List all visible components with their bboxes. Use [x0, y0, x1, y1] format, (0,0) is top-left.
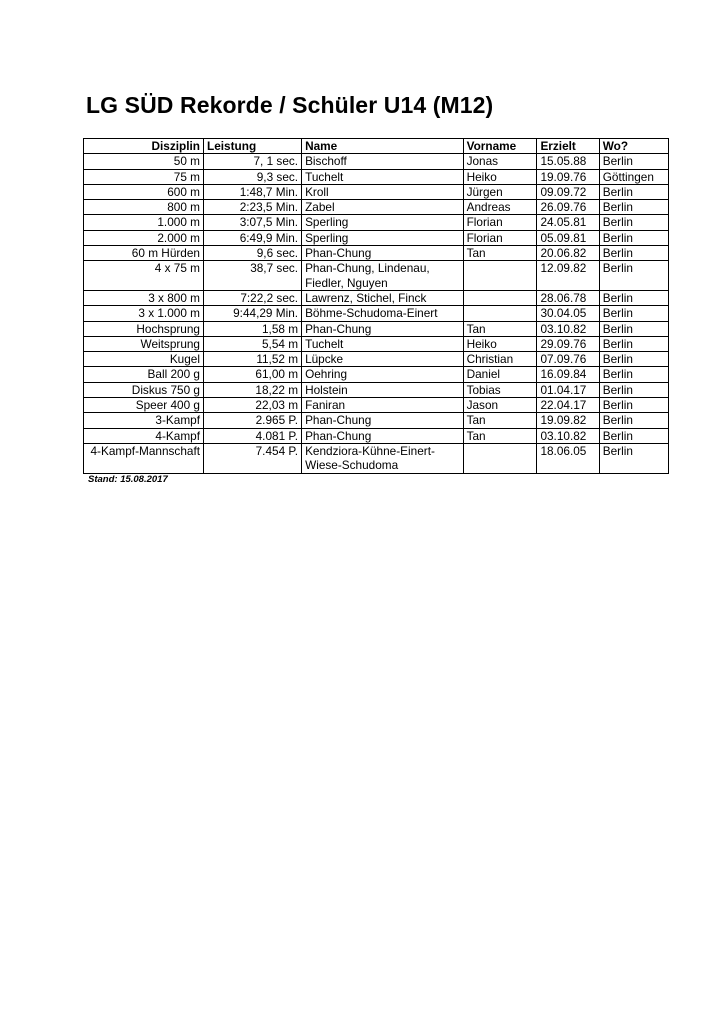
- cell-disziplin: 3-Kampf: [84, 413, 204, 428]
- cell-disziplin: Weitsprung: [84, 336, 204, 351]
- column-header-name: Name: [302, 139, 464, 154]
- cell-leistung: 7.454 P.: [204, 443, 302, 473]
- cell-vorname: Christian: [463, 352, 537, 367]
- cell-vorname: Heiko: [463, 169, 537, 184]
- cell-wo: Berlin: [599, 184, 668, 199]
- table-row: [84, 382, 669, 397]
- cell-name: Phan-Chung: [302, 321, 464, 336]
- cell-disziplin: Hochsprung: [84, 321, 204, 336]
- cell-vorname: [463, 443, 537, 473]
- cell-erzielt: 12.09.82: [537, 261, 599, 291]
- cell-vorname: Florian: [463, 215, 537, 230]
- table-row: [84, 428, 669, 443]
- cell-disziplin: Speer 400 g: [84, 398, 204, 413]
- stand-date: Stand: 15.08.2017: [88, 474, 168, 485]
- cell-name: Oehring: [302, 367, 464, 382]
- cell-leistung: 2:23,5 Min.: [204, 200, 302, 215]
- column-header-disziplin: Disziplin: [84, 139, 204, 154]
- cell-erzielt: 01.04.17: [537, 382, 599, 397]
- cell-erzielt: 05.09.81: [537, 230, 599, 245]
- cell-disziplin: 2.000 m: [84, 230, 204, 245]
- cell-vorname: Florian: [463, 230, 537, 245]
- cell-name: Bischoff: [302, 154, 464, 169]
- page-title: LG SÜD Rekorde / Schüler U14 (M12): [86, 92, 494, 118]
- cell-name: Tuchelt: [302, 336, 464, 351]
- cell-disziplin: 3 x 1.000 m: [84, 306, 204, 321]
- cell-name: Sperling: [302, 230, 464, 245]
- table-row: [84, 169, 669, 184]
- table-row: [84, 290, 669, 305]
- cell-vorname: Jonas: [463, 154, 537, 169]
- cell-leistung: 6:49,9 Min.: [204, 230, 302, 245]
- table-header-row: [84, 139, 669, 154]
- cell-disziplin: 50 m: [84, 154, 204, 169]
- cell-vorname: Jürgen: [463, 184, 537, 199]
- cell-leistung: 9,3 sec.: [204, 169, 302, 184]
- cell-erzielt: 22.04.17: [537, 398, 599, 413]
- cell-name: Kroll: [302, 184, 464, 199]
- cell-leistung: 11,52 m: [204, 352, 302, 367]
- cell-vorname: Tan: [463, 413, 537, 428]
- column-header-erzielt: Erzielt: [537, 139, 599, 154]
- cell-leistung: 2.965 P.: [204, 413, 302, 428]
- cell-disziplin: Ball 200 g: [84, 367, 204, 382]
- cell-name: Faniran: [302, 398, 464, 413]
- cell-vorname: [463, 261, 537, 291]
- cell-leistung: 38,7 sec.: [204, 261, 302, 291]
- cell-disziplin: 800 m: [84, 200, 204, 215]
- cell-erzielt: 24.05.81: [537, 215, 599, 230]
- cell-erzielt: 03.10.82: [537, 428, 599, 443]
- table-row: [84, 246, 669, 261]
- cell-erzielt: 03.10.82: [537, 321, 599, 336]
- column-header-wo: Wo?: [599, 139, 668, 154]
- cell-leistung: 7:22,2 sec.: [204, 290, 302, 305]
- column-header-vorname: Vorname: [463, 139, 537, 154]
- cell-wo: Göttingen: [599, 169, 668, 184]
- cell-leistung: 22,03 m: [204, 398, 302, 413]
- cell-name: Lüpcke: [302, 352, 464, 367]
- cell-wo: Berlin: [599, 246, 668, 261]
- cell-name: Böhme-Schudoma-Einert: [302, 306, 464, 321]
- cell-wo: Berlin: [599, 230, 668, 245]
- cell-vorname: Jason: [463, 398, 537, 413]
- cell-leistung: 5,54 m: [204, 336, 302, 351]
- cell-vorname: Tan: [463, 321, 537, 336]
- cell-wo: Berlin: [599, 367, 668, 382]
- cell-erzielt: 09.09.72: [537, 184, 599, 199]
- cell-disziplin: 1.000 m: [84, 215, 204, 230]
- cell-leistung: 4.081 P.: [204, 428, 302, 443]
- table-row: [84, 200, 669, 215]
- cell-name: Lawrenz, Stichel, Finck: [302, 290, 464, 305]
- table-row: [84, 321, 669, 336]
- cell-erzielt: 26.09.76: [537, 200, 599, 215]
- cell-disziplin: 60 m Hürden: [84, 246, 204, 261]
- cell-disziplin: 4 x 75 m: [84, 261, 204, 291]
- table-row: [84, 230, 669, 245]
- cell-leistung: 7, 1 sec.: [204, 154, 302, 169]
- cell-erzielt: 30.04.05: [537, 306, 599, 321]
- cell-wo: Berlin: [599, 443, 668, 473]
- cell-leistung: 61,00 m: [204, 367, 302, 382]
- table-row: [84, 336, 669, 351]
- cell-vorname: Tan: [463, 428, 537, 443]
- cell-wo: Berlin: [599, 154, 668, 169]
- column-header-leistung: Leistung: [204, 139, 302, 154]
- cell-leistung: 3:07,5 Min.: [204, 215, 302, 230]
- table-row: [84, 215, 669, 230]
- cell-vorname: Tan: [463, 246, 537, 261]
- cell-name: Holstein: [302, 382, 464, 397]
- cell-disziplin: 4-Kampf: [84, 428, 204, 443]
- cell-vorname: Daniel: [463, 367, 537, 382]
- cell-name: Phan-Chung: [302, 246, 464, 261]
- table-row: [84, 367, 669, 382]
- table-row: [84, 443, 669, 473]
- table-row: [84, 261, 669, 291]
- cell-name: Sperling: [302, 215, 464, 230]
- cell-leistung: 18,22 m: [204, 382, 302, 397]
- cell-leistung: 9:44,29 Min.: [204, 306, 302, 321]
- cell-disziplin: Diskus 750 g: [84, 382, 204, 397]
- cell-name: Phan-Chung, Lindenau, Fiedler, Nguyen: [302, 261, 464, 291]
- cell-vorname: [463, 290, 537, 305]
- cell-erzielt: 19.09.82: [537, 413, 599, 428]
- cell-erzielt: 07.09.76: [537, 352, 599, 367]
- cell-erzielt: 19.09.76: [537, 169, 599, 184]
- cell-disziplin: 600 m: [84, 184, 204, 199]
- cell-wo: Berlin: [599, 428, 668, 443]
- cell-erzielt: 15.05.88: [537, 154, 599, 169]
- cell-disziplin: Kugel: [84, 352, 204, 367]
- cell-wo: Berlin: [599, 413, 668, 428]
- cell-wo: Berlin: [599, 352, 668, 367]
- cell-leistung: 1,58 m: [204, 321, 302, 336]
- cell-name: Kendziora-Kühne-Einert-Wiese-Schudoma: [302, 443, 464, 473]
- cell-name: Phan-Chung: [302, 413, 464, 428]
- cell-vorname: [463, 306, 537, 321]
- cell-name: Zabel: [302, 200, 464, 215]
- cell-wo: Berlin: [599, 261, 668, 291]
- cell-wo: Berlin: [599, 306, 668, 321]
- cell-vorname: Tobias: [463, 382, 537, 397]
- cell-disziplin: 4-Kampf-Mannschaft: [84, 443, 204, 473]
- cell-disziplin: 3 x 800 m: [84, 290, 204, 305]
- cell-wo: Berlin: [599, 398, 668, 413]
- cell-name: Tuchelt: [302, 169, 464, 184]
- cell-name: Phan-Chung: [302, 428, 464, 443]
- cell-erzielt: 28.06.78: [537, 290, 599, 305]
- table-row: [84, 154, 669, 169]
- cell-leistung: 9,6 sec.: [204, 246, 302, 261]
- table-row: [84, 413, 669, 428]
- cell-vorname: Heiko: [463, 336, 537, 351]
- table-row: [84, 398, 669, 413]
- cell-disziplin: 75 m: [84, 169, 204, 184]
- cell-wo: Berlin: [599, 336, 668, 351]
- cell-erzielt: 16.09.84: [537, 367, 599, 382]
- cell-wo: Berlin: [599, 382, 668, 397]
- table-row: [84, 352, 669, 367]
- cell-erzielt: 29.09.76: [537, 336, 599, 351]
- records-table: [83, 138, 669, 474]
- cell-wo: Berlin: [599, 290, 668, 305]
- cell-wo: Berlin: [599, 215, 668, 230]
- cell-wo: Berlin: [599, 200, 668, 215]
- table-row: [84, 306, 669, 321]
- cell-erzielt: 18.06.05: [537, 443, 599, 473]
- cell-vorname: Andreas: [463, 200, 537, 215]
- cell-wo: Berlin: [599, 321, 668, 336]
- table-row: [84, 184, 669, 199]
- cell-leistung: 1:48,7 Min.: [204, 184, 302, 199]
- cell-erzielt: 20.06.82: [537, 246, 599, 261]
